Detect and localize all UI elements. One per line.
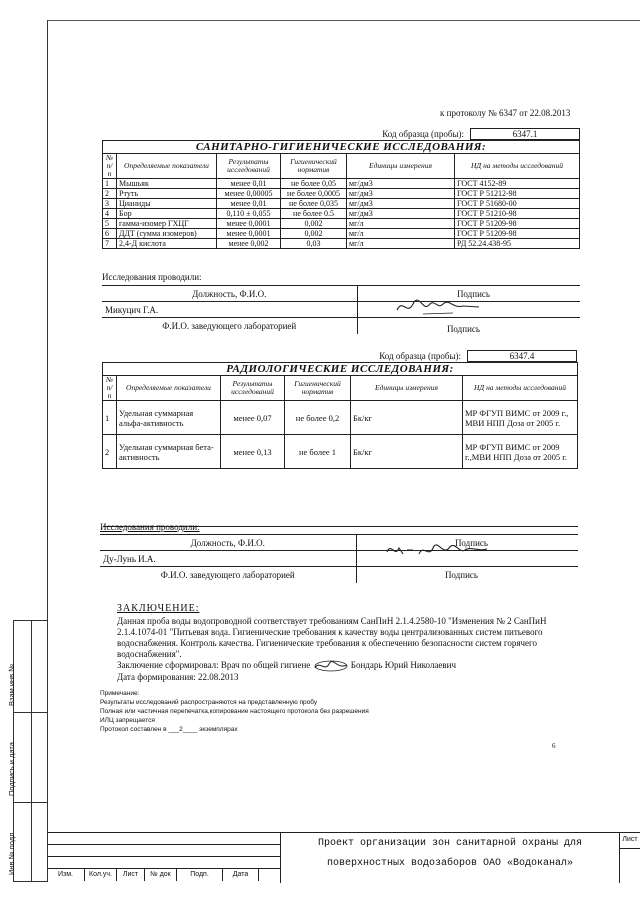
san-cell-result: менее 0,002 (217, 239, 281, 249)
sanitary-sample-code (382, 128, 580, 140)
sanitary-conducted-by: Исследования проводили: (102, 272, 202, 282)
rad-cell-units: Бк/кг (351, 401, 463, 435)
san-cell-indicator: Ртуть (117, 189, 217, 199)
col-header-num: № п/п (103, 154, 117, 179)
radiology-person: Ду-Лунь И.А. (100, 551, 356, 567)
san-cell-num: 4 (103, 209, 117, 219)
sanitary-signature-table (102, 285, 580, 334)
signature-scribble-3 (313, 660, 349, 672)
san-cell-norm: 0,002 (281, 219, 347, 229)
san-cell-result: менее 0,00005 (217, 189, 281, 199)
san-row (103, 189, 580, 199)
rad-cell-num: 1 (103, 401, 117, 435)
radiology-head-label: Ф.И.О. заведующего лабораторией (100, 567, 356, 583)
san-cell-result: менее 0,0001 (217, 229, 281, 239)
protocol-reference: к протоколу № 6347 от 22.08.2013 (440, 108, 571, 118)
san-cell-units: мг/дм3 (347, 199, 455, 209)
conclusion-text: Данная проба воды водопроводной соответствует требованиям СанПиН 2.1.4.2580-10 "Изменения № 2 СанПиН 2.1.4.1074-01 "Питьевая вода. Гигиенические требования к качеству воды централизованных систем питьевого водоснабжения. Контроль качества. Гигиенические требования к обеспечению безопасности систем горячего водоснабжения". (117, 616, 547, 659)
sanitary-head-signature: Подпись (357, 318, 580, 334)
title-line-1: Проект организации зон санитарной охраны для (317, 838, 583, 849)
tb-col-list: Лист (117, 869, 145, 881)
san-row (103, 219, 580, 229)
san-cell-method: ГОСТ Р 51209-98 (455, 229, 580, 239)
sanitary-sample-label: Код образца (пробы): (382, 129, 464, 139)
sanitary-title: САНИТАРНО-ГИГИЕНИЧЕСКИЕ ИССЛЕДОВАНИЯ: (103, 141, 580, 154)
sanitary-signature-header: Подпись (357, 286, 580, 302)
san-cell-indicator: ДДТ (сумма изомеров) (117, 229, 217, 239)
san-cell-method: ГОСТ Р 51210-98 (455, 209, 580, 219)
col-header-result: Результаты исследований (217, 154, 281, 179)
san-cell-num: 6 (103, 229, 117, 239)
rad-cell-method: МР ФГУП ВИМС от 2009 г.,МВИ НПП Доза от 2005 г. (463, 435, 578, 469)
sanitary-head-label: Ф.И.О. заведующего лабораторией (102, 318, 357, 334)
san-cell-method: РД 52.24.438-95 (455, 239, 580, 249)
san-row (103, 229, 580, 239)
sanitary-position-header: Должность, Ф.И.О. (102, 286, 357, 302)
san-cell-result: 0,110 ± 0,055 (217, 209, 281, 219)
rad-row (103, 401, 578, 435)
radiology-sample-label: Код образца (пробы): (379, 351, 461, 361)
notes-line-4: Протокол составлен в ___2____ экземплярах (100, 726, 238, 733)
rad-cell-norm: не более 1 (285, 435, 351, 469)
conclusion-block (117, 603, 587, 683)
title-block-row-2 (47, 845, 280, 857)
san-cell-method: ГОСТ Р 51209-98 (455, 219, 580, 229)
radiology-sample-value: 6347.4 (467, 350, 577, 362)
san-cell-norm: 0,002 (281, 229, 347, 239)
sheet-label: Лист (620, 833, 640, 849)
sanitary-table (102, 140, 580, 249)
san-row (103, 209, 580, 219)
san-cell-norm: не более 0.5 (281, 209, 347, 219)
san-cell-indicator: Цианиды (117, 199, 217, 209)
san-row (103, 199, 580, 209)
rad-cell-result: менее 0,13 (221, 435, 285, 469)
san-cell-result: менее 0,01 (217, 199, 281, 209)
san-cell-norm: не более 0,05 (281, 179, 347, 189)
san-cell-num: 3 (103, 199, 117, 209)
rad-cell-units: Бк/кг (351, 435, 463, 469)
radiology-sample-code (379, 350, 577, 362)
col-header-indicator: Определяемые показатели (117, 154, 217, 179)
rad-col-header-result: Результаты исследований (221, 376, 285, 401)
side-label-inv-podl: Инв.№ подл. (7, 830, 16, 875)
title-block-row-3 (47, 857, 280, 869)
san-cell-units: мг/л (347, 219, 455, 229)
san-cell-num: 2 (103, 189, 117, 199)
radiology-position-header: Должность, Ф.И.О. (100, 535, 356, 551)
rad-col-header-num: № п/п (103, 376, 117, 401)
rad-cell-method: МР ФГУП ВИМС от 2009 г., МВИ НПП Доза от 2005 г. (463, 401, 578, 435)
san-cell-norm: 0,03 (281, 239, 347, 249)
san-cell-units: мг/л (347, 229, 455, 239)
san-cell-num: 7 (103, 239, 117, 249)
side-cell-inv-podl (7, 803, 48, 881)
title-block-title (280, 833, 620, 883)
rad-col-header-units: Единицы измерения (351, 376, 463, 401)
san-cell-result: менее 0,0001 (217, 219, 281, 229)
san-cell-units: мг/л (347, 239, 455, 249)
tb-col-date: Дата (223, 869, 259, 881)
sanitary-header-row (103, 154, 580, 179)
san-row (103, 239, 580, 249)
notes-line-2: Полная или частичная перепечатка,копирование настоящего протокола без разрешения (100, 708, 369, 715)
conclusion-date: Дата формирования: 22.08.2013 (117, 672, 239, 682)
radiology-signature-table (100, 534, 578, 583)
notes-block (100, 689, 369, 734)
title-block (47, 832, 640, 882)
rad-cell-result: менее 0,07 (221, 401, 285, 435)
san-cell-norm: не более 0,035 (281, 199, 347, 209)
rad-cell-indicator: Удельная суммарная альфа-активность (117, 401, 221, 435)
conclusion-formed-line (117, 660, 587, 672)
san-cell-norm: не более 0,0005 (281, 189, 347, 199)
rad-col-header-norm: Гигиенический норматив (285, 376, 351, 401)
side-cell-sign-date (7, 713, 48, 803)
rad-col-header-indicator: Определяемые показатели (117, 376, 221, 401)
radiology-signature-header: Подпись (356, 535, 578, 551)
rad-cell-indicator: Удельная суммарная бета-активность (117, 435, 221, 469)
san-cell-indicator: 2,4-Д кислота (117, 239, 217, 249)
conclusion-formed-by: Заключение сформировал: Врач по общей гигиене (117, 660, 311, 671)
sanitary-person: Микуцич Г.А. (102, 302, 357, 318)
side-stamp (7, 620, 47, 882)
sanitary-sample-value: 6347.1 (470, 128, 580, 140)
san-cell-units: мг/дм3 (347, 179, 455, 189)
tb-col-doc: № док (145, 869, 177, 881)
title-block-row-1 (47, 833, 280, 845)
tb-col-podp: Подп. (177, 869, 223, 881)
san-cell-num: 5 (103, 219, 117, 229)
tb-col-izm: Изм. (47, 869, 85, 881)
san-cell-indicator: Бор (117, 209, 217, 219)
san-cell-method: ГОСТ 4152-89 (455, 179, 580, 189)
rad-cell-norm: не более 0,2 (285, 401, 351, 435)
notes-line-1: Результаты исследований распространяются на представленную пробу (100, 699, 318, 706)
san-cell-method: ГОСТ Р 51212-98 (455, 189, 580, 199)
san-cell-units: мг/дм3 (347, 189, 455, 199)
san-row (103, 179, 580, 189)
san-cell-method: ГОСТ Р 51680-00 (455, 199, 580, 209)
radiology-head-signature: Подпись (356, 567, 578, 583)
radiology-conducted-by: Исследования проводили: (100, 522, 200, 532)
conclusion-heading: ЗАКЛЮЧЕНИЕ: (117, 603, 200, 614)
signature-scribble-2 (383, 540, 493, 562)
rad-col-header-method: НД на методы исследований (463, 376, 578, 401)
san-cell-units: мг/дм3 (347, 209, 455, 219)
san-cell-indicator: гамма-изомер ГХЦГ (117, 219, 217, 229)
rad-cell-num: 2 (103, 435, 117, 469)
title-line-2: поверхностных водозаборов ОАО «Водоканал» (326, 858, 574, 869)
san-cell-num: 1 (103, 179, 117, 189)
col-header-norm: Гигиенический норматив (281, 154, 347, 179)
col-header-method: НД на методы исследований (455, 154, 580, 179)
radiology-title: РАДИОЛОГИЧЕСКИЕ ИССЛЕДОВАНИЯ: (103, 363, 578, 376)
side-label-sign-date: Подпись и дата (7, 742, 16, 796)
conclusion-formed-name: Бондарь Юрий Николаевич (350, 660, 457, 671)
radiology-header-row (103, 376, 578, 401)
san-cell-result: менее 0,01 (217, 179, 281, 189)
notes-label: Примечание: (100, 690, 140, 697)
radiology-table (102, 362, 578, 527)
page-number: 6 (552, 742, 556, 750)
col-header-units: Единицы измерения (347, 154, 455, 179)
title-block-header-row (47, 869, 280, 881)
rad-row (103, 435, 578, 469)
radiology-empty-area (103, 469, 578, 527)
san-cell-indicator: Мышьяк (117, 179, 217, 189)
side-cell-inv-vzam (7, 621, 48, 713)
signature-scribble-1 (393, 296, 483, 318)
tb-col-kol: Кол.уч. (85, 869, 117, 881)
notes-line-3: ИЛЦ запрещается (100, 717, 155, 724)
side-label-inv-vzam: Взам.инв.№ (7, 663, 16, 706)
